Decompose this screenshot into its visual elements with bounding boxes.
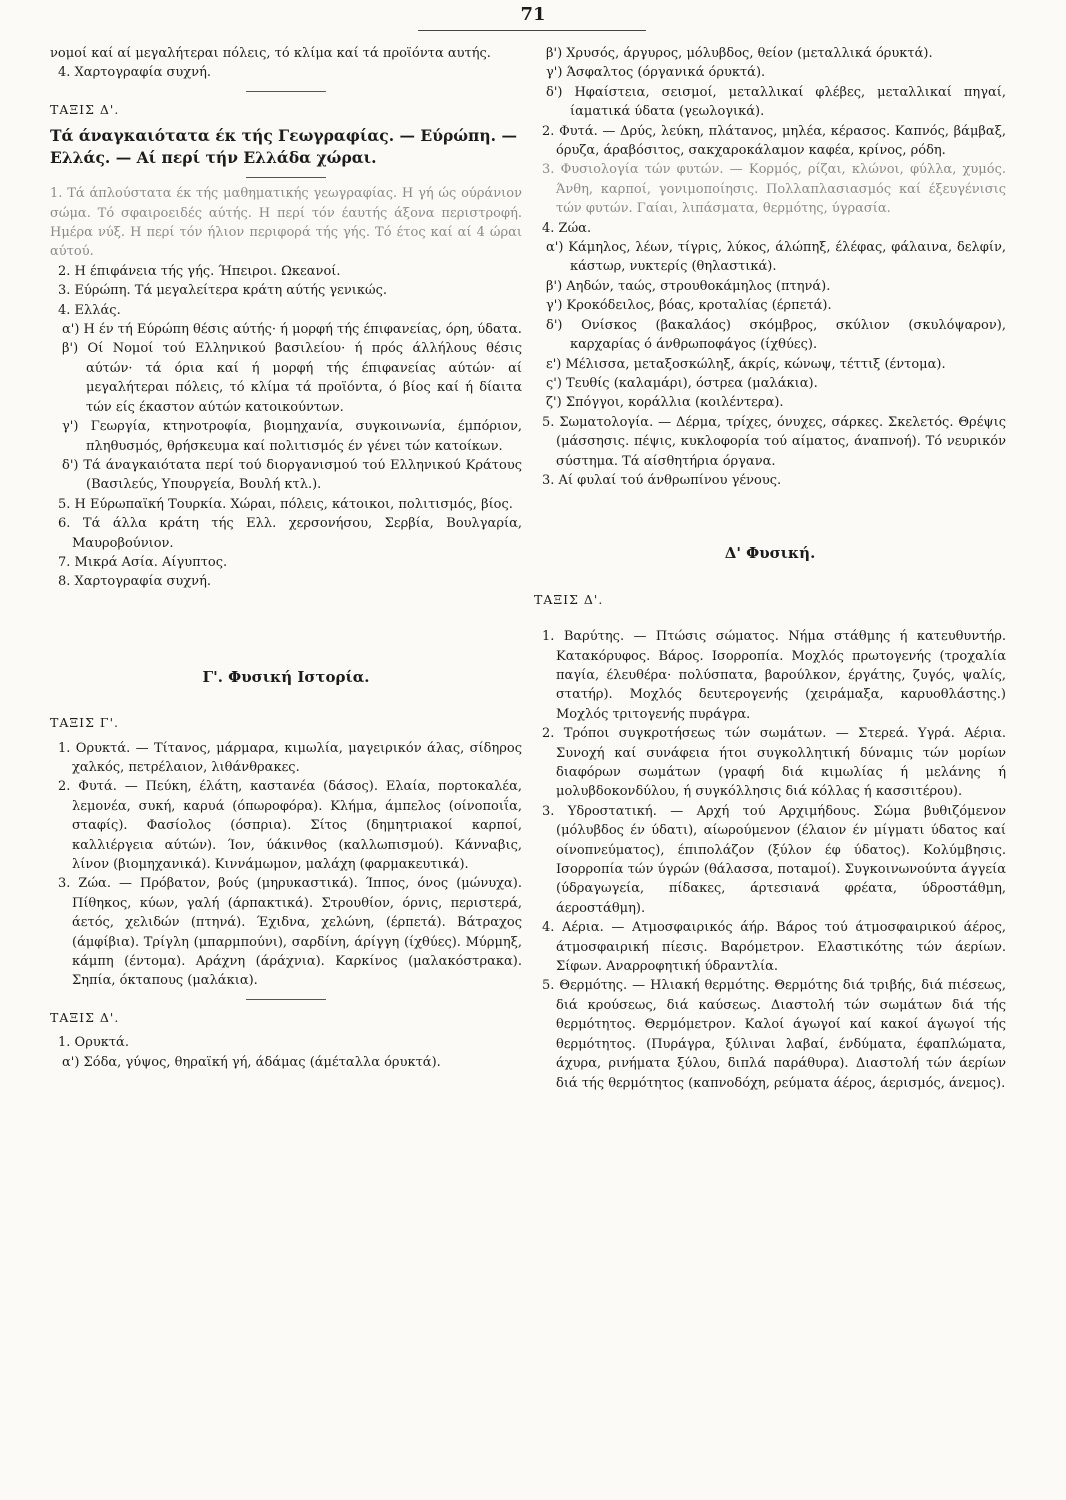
- natural-history-title: Γ'. Φυσική Ιστορία.: [202, 667, 370, 686]
- class-heading: ΤΑΞΙΣ Δ'.: [534, 591, 604, 607]
- list-item: 5. Η Εύρωπαϊκή Τουρκία. Χώραι, πόλεις, κάτοικοι, πολιτισμός, βίος.: [58, 496, 513, 512]
- list-subitem: α') Σόδα, γύψος, θηραϊκή γή, άδάμας (άμέταλλα όρυκτά).: [62, 1054, 441, 1070]
- list-item: 1. Βαρύτης. — Πτώσις σώματος. Νήμα στάθμης ή κατευθυντήρ. Κατακόρυφος. Βάρος. Ισορροπία. Μοχλός πρωτογενής (τροχαλία παγία, έλευθέρα· πολύσπατα, βαρούλκον, έργάτης, ζυγός, ψαλίς, στατήρ). Μοχλός δευτερογενής (χειράμαξα, καρυοθλάστης.) Μοχλός τριτογενής πυράγρα.: [542, 629, 1006, 722]
- paragraph: νομοί καί αί μεγαλήτεραι πόλεις, τό κλίμα καί τά προϊόντα αυτής.: [50, 46, 491, 61]
- list-subitem: ε') Μέλισσα, μεταξοσκώληξ, άκρίς, κώνωψ, τέττιξ (έντομα).: [546, 356, 946, 372]
- list-subitem: δ') Τά άναγκαιότατα περί τού διοργανισμού τού Ελληνικού Κράτους (Βασιλεύς, Υπουργεία, Βουλή κτλ.).: [62, 457, 522, 493]
- list-item: 4. Ζώα.: [542, 220, 592, 236]
- list-item: 4. Χαρτογραφία συχνή.: [58, 65, 212, 81]
- list-subitem: α') Η έν τή Εύρώπη θέσις αύτής· ή μορφή τής έπιφανείας, όρη, ύδατα.: [62, 322, 522, 338]
- header-rule: [418, 30, 646, 31]
- list-subitem: β') Αηδών, ταώς, στρουθοκάμηλος (πτηνά).: [546, 278, 831, 294]
- list-subitem: γ') Άσφαλτος (όργανικά όρυκτά).: [546, 65, 766, 81]
- page-number: 71: [520, 4, 546, 25]
- list-item: 3. Αί φυλαί τού άνθρωπίνου γένους.: [542, 472, 782, 488]
- list-subitem: γ') Κροκόδειλος, βόας, κροταλίας (έρπετά).: [546, 298, 832, 314]
- list-item: 3. Ζώα. — Πρόβατον, βούς (μηρυκαστικά). Ίππος, όνος (μώνυχα). Πίθηκος, κύων, γαλή (άρπακτικά). Στρουθίον, όρνις, περιστερά, άετός, χελιδών (πτηνά). Έχιδνα, χελώνη, (έρπετά). Βάτραχος (άμφίβια). Τρίγλη (μπαρμπούνι), σαρδίνη, άρίγγη (ίχθύες). Μύρμηξ, κάμπη (έντομα). Αράχνη (άράχνια). Καρκίνος (μαλακόστρακα). Σηπία, όκταπους (μαλάκια).: [58, 876, 522, 989]
- list-item: 3. Υδροστατική. — Αρχή τού Αρχιμήδους. Σώμα βυθιζόμενον (μόλυβδος έν ύδατι), αίωρούμενον (έλαιον έν μίγματι ύδατος καί οίνοπνεύματος), έπιπολάζον (ξύλον έφ ύδατος). Κολύμβησις. Ισορροπία τών ύγρών (θάλασσα, ποταμοί). Συγκοινωνούντα άγγεία (ύδραγωγεία, πίδακες, άρτεσιανά φρέατα, ύδροστάθμη, άεροστάθμη).: [542, 803, 1006, 916]
- right-column: [534, 44, 1006, 1093]
- list-item: 1. Τά άπλούστατα έκ τής μαθηματικής γεωγραφίας. Η γή ώς ούράνιον σώμα. Τό σφαιροειδές αύτής. Η περί τόν έαυτής άξονα περιστροφή. Ημέρα νύξ. Η περί τόν ήλιον περιφορά τής γής. Τό έτος καί αί 4 ώραι αύτού.: [50, 186, 522, 260]
- geography-heading: Τά άναγκαιότατα έκ τής Γεωγραφίας. — Εύρώπη. — Ελλάς. — Αί περί τήν Ελλάδα χώραι.: [50, 126, 517, 168]
- section-divider: [246, 999, 326, 1000]
- list-item: 8. Χαρτογραφία συχνή.: [58, 574, 212, 590]
- list-subitem: ζ') Σπόγγοι, κοράλλια (κοιλέντερα).: [546, 395, 784, 411]
- list-item: 7. Μικρά Ασία. Αίγυπτος.: [58, 554, 228, 570]
- list-item: 4. Αέρια. — Ατμοσφαιρικός άήρ. Βάρος τού άτμοσφαιρικού άέρος, άτμοσφαιρική πίεσις. Βαρόμετρον. Ελαστικότης τών άερίων. Σίφων. Αναρροφητική ύδραντλία.: [542, 920, 1006, 975]
- list-subitem: β') Χρυσός, άργυρος, μόλυβδος, θείον (μεταλλικά όρυκτά).: [546, 46, 933, 61]
- list-subitem: γ') Γεωργία, κτηνοτροφία, βιομηχανία, συγκοινωνία, έμπόριον, πληθυσμός, θρήσκευμα καί πολιτισμός έν γένει τών κατοίκων.: [62, 419, 522, 454]
- list-item: 6. Τά άλλα κράτη τής Ελλ. χερσονήσου, Σερβία, Βουλγαρία, Μαυροβούνιον.: [58, 516, 522, 551]
- list-item: 5. Θερμότης. — Ηλιακή θερμότης. Θερμότης διά τριβής, διά πιέσεως, διά κρούσεως, διά καύσεως. Διαστολή τών σωμάτων διά τής θερμότητος. Θερμόμετρον. Καλοί άγωγοί καί κακοί άγωγοί τής θερμότητος. (Πυράγρα, ξύλιναι λαβαί, ένδύματα, έφαπλώματα, άχυρα, ρινήματα ξύλου, διπλά παράθυρα). Διαστολή τών άερίων διά τής θερμότητος (καπνοδόχη, ρεύματα άέρος, άερισμός, άνεμος).: [542, 978, 1006, 1091]
- list-subitem: α') Κάμηλος, λέων, τίγρις, λύκος, άλώπηξ, έλέφας, φάλαινα, δελφίν, κάστωρ, νυκτερίς (θηλαστικά).: [546, 240, 1006, 275]
- list-subitem: δ') Ονίσκος (βακαλάος) σκόμβρος, σκύλιον (σκυλόψαρον), καρχαρίας ό άνθρωποφάγος (ίχθύες).: [546, 317, 1006, 353]
- list-item: 1. Ορυκτά.: [58, 1035, 129, 1051]
- list-subitem: δ') Ηφαίστεια, σεισμοί, μεταλλικαί φλέβες, μεταλλικαί πηγαί, ίαματικά ύδατα (γεωλογικά).: [546, 84, 1006, 120]
- list-item: 2. Φυτά. — Δρύς, λεύκη, πλάτανος, μηλέα, κέρασος. Καπνός, βάμβαξ, όρυζα, άραβόσιτος, σακχαροκάλαμον καφέα, κρίνος, ρόδη.: [542, 123, 1006, 159]
- left-column: [50, 44, 522, 1072]
- section-divider: [246, 91, 326, 92]
- list-item: 1. Ορυκτά. — Τίτανος, μάρμαρα, κιμωλία, μαγειρικόν άλας, σίδηρος χαλκός, πετρέλαιον, λιθάνθρακες.: [58, 740, 522, 775]
- class-heading: ΤΑΞΙΣ Δ'.: [50, 1009, 120, 1025]
- list-item: 2. Τρόποι συγκροτήσεως τών σωμάτων. — Στερεά. Υγρά. Αέρια. Συνοχή καί συνάφεια ήτοι συγκολλητική δύναμις τών μορίων διαφόρων σωμάτων (γραφή διά κιμωλίας ή μελάνης ή μολυβδοκονδύλου, ή συγκόλλησις διά κόλλας ή κασσιτέρου).: [542, 726, 1006, 800]
- class-heading: ΤΑΞΙΣ Γ'.: [50, 715, 119, 731]
- list-item: 5. Σωματολογία. — Δέρμα, τρίχες, όνυχες, σάρκες. Σκελετός. Θρέψις (μάσσησις. πέψις, κυκλοφορία τού αίματος, άναπνοή). Τό νευρικόν σύστημα. Τά αίσθητήρια όργανα.: [542, 414, 1006, 469]
- list-subitem: ς') Τευθίς (καλαμάρι), όστρεα (μαλάκια).: [546, 375, 818, 391]
- list-item: 2. Φυτά. — Πεύκη, έλάτη, καστανέα (δάσος). Ελαία, πορτοκαλέα, λεμονέα, συκή, καρυά (όπωροφόρα). Κλήμα, άμπελος (οίνοποιΐα, σταφίς). Φασίολος (όσπρια). Σίτος (δημητριακοί καρποί, καλλιέργεια αύτών). Ίον, ύάκινθος (καλλωπισμού). Κάνναβις, λίνον (βιομηχανικά). Κιννάμωμον, μαλάχη (φαρμακευτικά).: [58, 779, 522, 872]
- list-item: 3. Φυσιολογία τών φυτών. — Κορμός, ρίζαι, κλώνοι, φύλλα, χυμός. Άνθη, καρποί, γονιμοποίησις. Πολλαπλασιασμός καί έξευγένισις τών φυτών. Γαίαι, λιπάσματα, θερμότης, ύγρασία.: [542, 162, 1006, 217]
- list-subitem: β') Οί Νομοί τού Ελληνικού βασιλείου· ή πρός άλλήλους θέσις αύτών· τά όρια καί ή μορφή τής έπιφανείας αύτών· αί μεγαλήτεραι πόλεις, τό κλίμα τά προϊόντα, ό βίος καί ή δίαιτα τών είς έκαστον αύτών κατοικούντων.: [62, 341, 522, 415]
- section-divider: [246, 177, 326, 178]
- list-item: 2. Η έπιφάνεια τής γής. Ήπειροι. Ωκεανοί.: [58, 263, 341, 279]
- physics-title: Δ' Φυσική.: [724, 544, 816, 563]
- class-heading: ΤΑΞΙΣ Δ'.: [50, 101, 120, 117]
- list-item: 4. Ελλάς.: [58, 302, 121, 318]
- list-item: 3. Εύρώπη. Τά μεγαλείτερα κράτη αύτής γενικώς.: [58, 283, 388, 299]
